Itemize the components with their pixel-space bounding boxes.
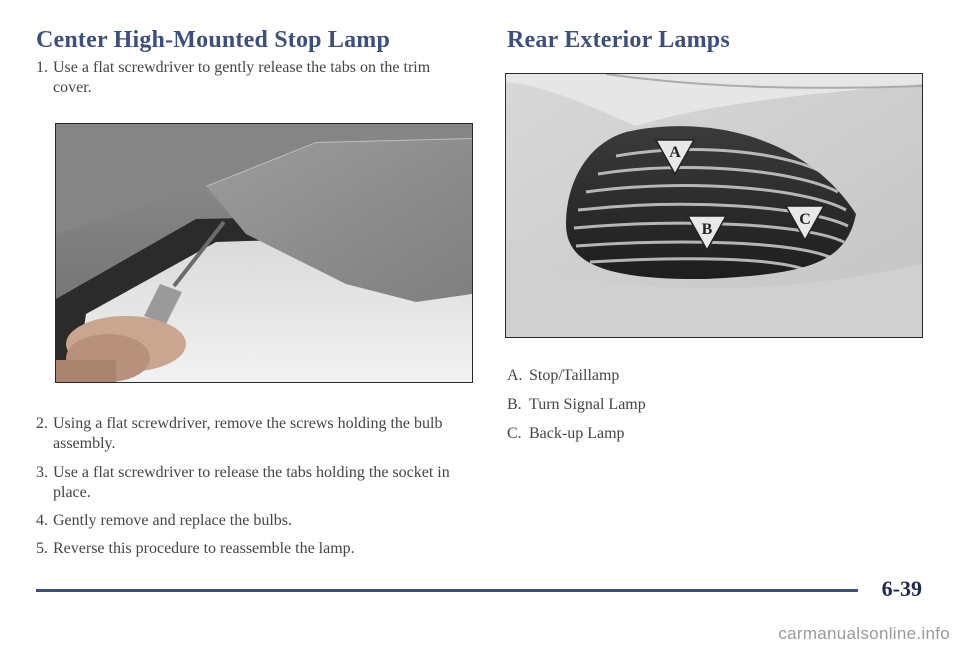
- legend-letter: B.: [507, 396, 522, 413]
- step-text: Use a flat screwdriver to release the tabs holding the socket in place.: [53, 464, 450, 501]
- step-number: 5.: [36, 540, 48, 557]
- step-number: 1.: [36, 59, 48, 76]
- taillamp-illustration: [506, 74, 922, 337]
- legend-label: Back-up Lamp: [529, 425, 625, 442]
- legend-item-a: [507, 366, 619, 386]
- step-number: 4.: [36, 512, 48, 529]
- legend-label: Stop/Taillamp: [529, 367, 620, 384]
- taillamp-photo: [505, 73, 923, 338]
- callout-b-label: B: [701, 221, 713, 238]
- legend-label: Turn Signal Lamp: [529, 396, 646, 413]
- legend-letter: C.: [507, 425, 522, 442]
- footer-rule: [36, 589, 858, 592]
- callout-a-label: A: [669, 144, 681, 161]
- step-2: [36, 414, 476, 454]
- step-text: Gently remove and replace the bulbs.: [53, 512, 293, 529]
- legend-item-c: [507, 424, 625, 444]
- callout-c-label: C: [799, 211, 811, 228]
- trim-cover-photo: [55, 123, 473, 383]
- legend-item-b: [507, 395, 646, 415]
- step-4: [36, 511, 476, 531]
- step-1: [36, 58, 466, 98]
- right-section-title: Rear Exterior Lamps: [507, 27, 730, 53]
- page-number: 6-39: [881, 576, 922, 601]
- left-section-title: Center High-Mounted Stop Lamp: [36, 27, 391, 53]
- legend-letter: A.: [507, 367, 523, 384]
- step-number: 2.: [36, 415, 48, 432]
- watermark: carmanualsonline.info: [778, 624, 950, 643]
- step-text: Reverse this procedure to reassemble the lamp.: [53, 540, 355, 557]
- step-3: [36, 463, 476, 503]
- step-5: [36, 539, 476, 559]
- step-text: Use a flat screwdriver to gently release the tabs on the trim cover.: [53, 59, 431, 96]
- screwdriver-illustration: [56, 124, 472, 382]
- step-text: Using a flat screwdriver, remove the screws holding the bulb assembly.: [53, 415, 443, 452]
- step-number: 3.: [36, 464, 48, 481]
